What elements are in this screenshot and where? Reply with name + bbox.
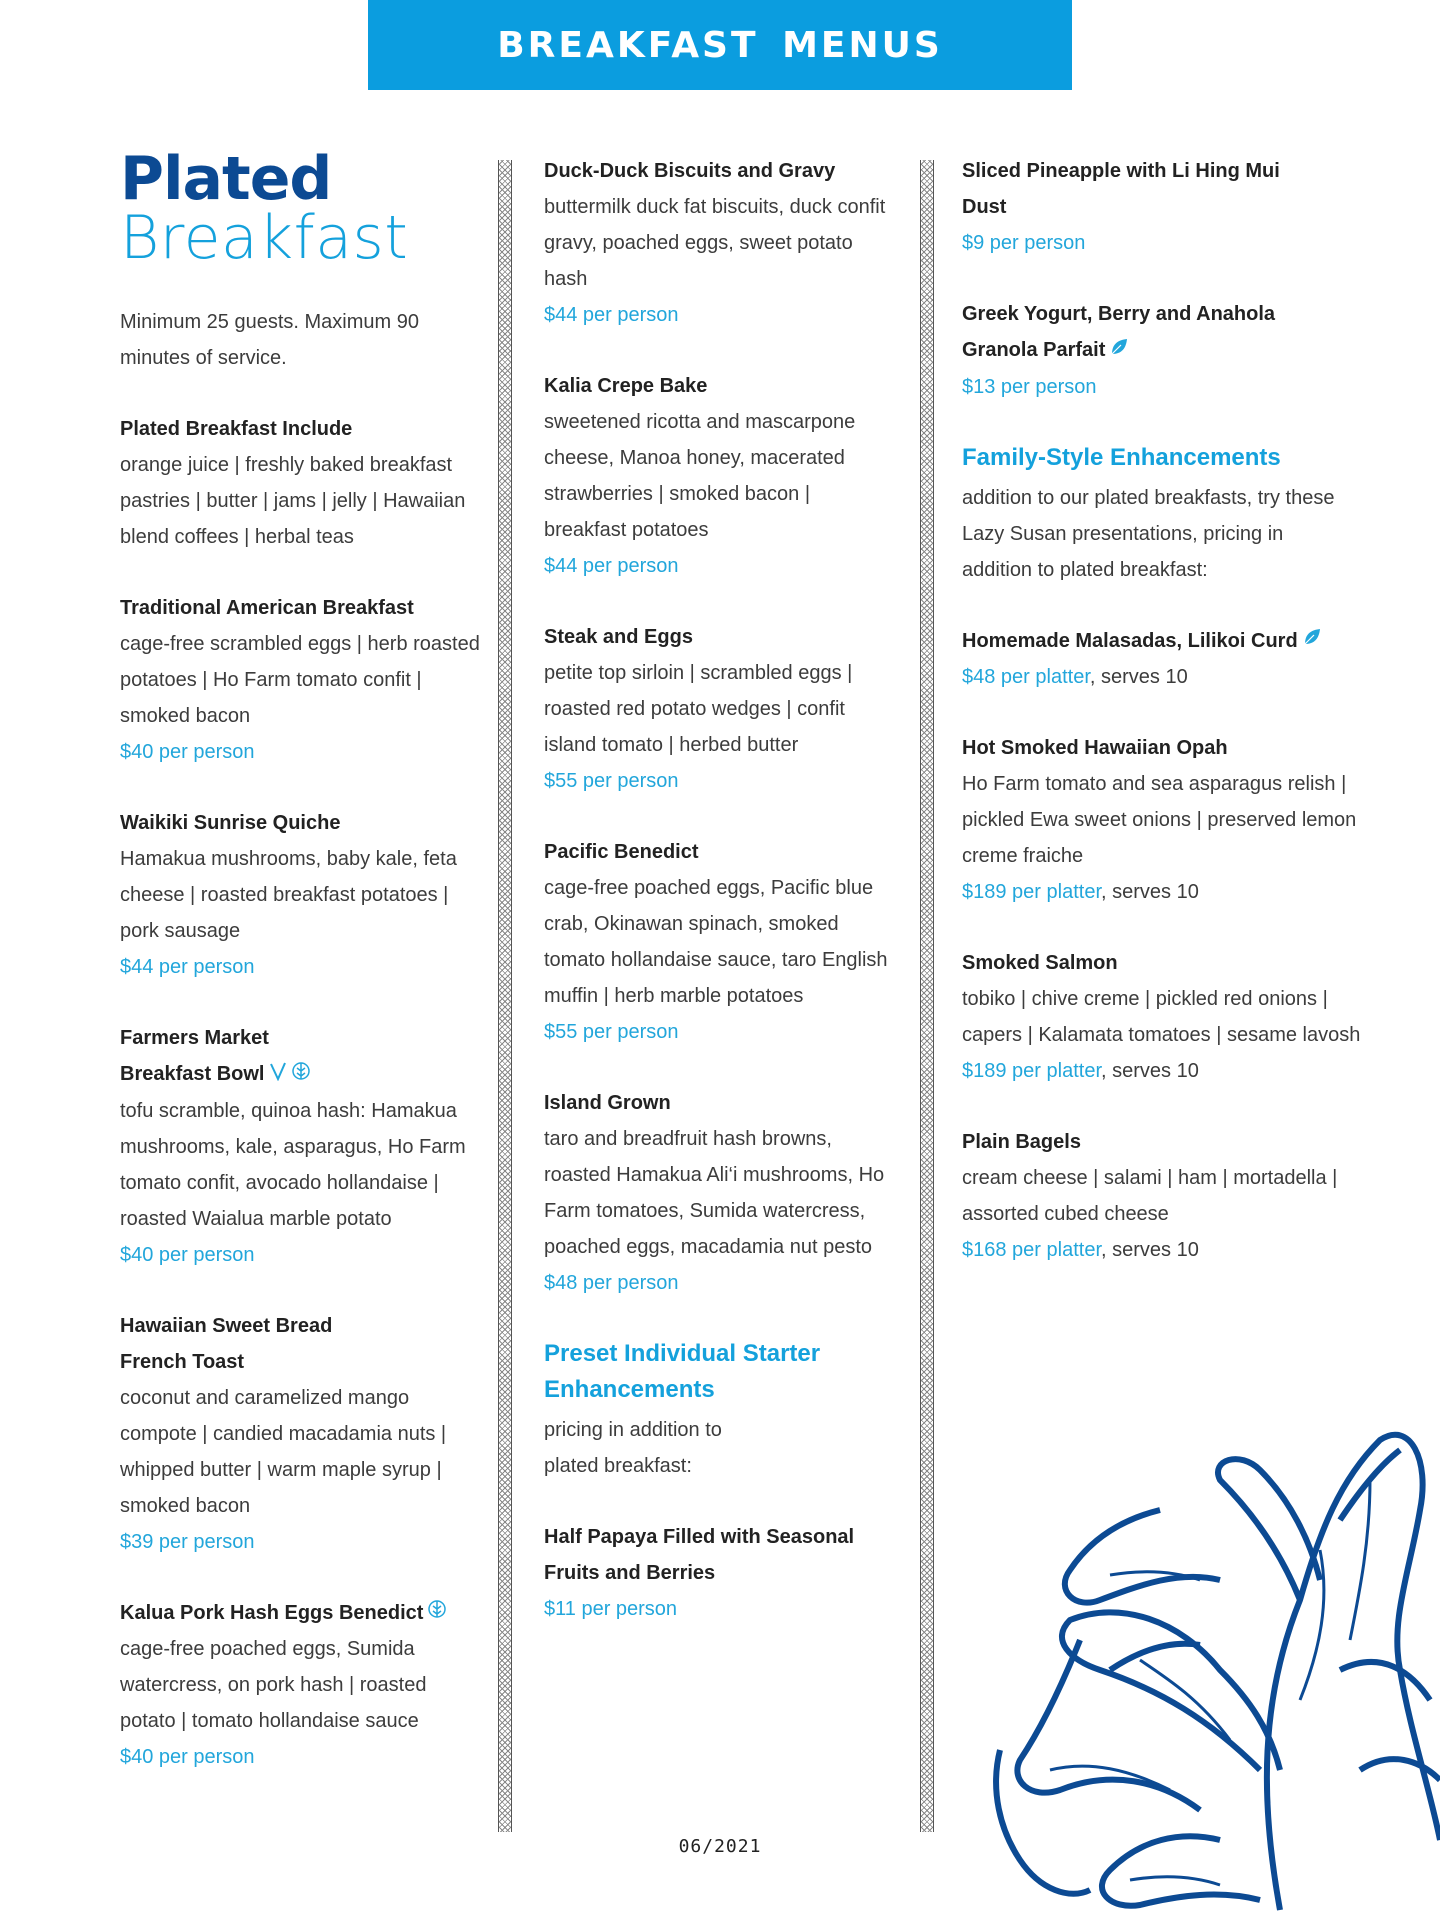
item-price: $55 per person — [544, 1021, 679, 1043]
menu-item — [120, 411, 480, 555]
item-name: Waikiki Sunrise Quiche — [120, 812, 341, 834]
item-desc: coconut and caramelized mango compote | candied macadamia nuts | whipped butter | warm maple syrup | smoked bacon — [120, 1386, 447, 1517]
item-desc: cage-free scrambled eggs | herb roasted potatoes | Ho Farm tomato confit | smoked bacon — [120, 633, 480, 727]
price-value: $189 per platter — [962, 881, 1101, 904]
item-name: Steak and Eggs — [544, 626, 693, 648]
menu-item — [544, 619, 894, 799]
menu-item — [120, 1020, 320, 1093]
intro-block — [120, 304, 480, 376]
menu-item — [962, 1124, 1362, 1268]
menu-item — [120, 1308, 480, 1560]
item-desc: taro and breadfruit hash browns, roasted Hamakua Ali‘i mushrooms, Ho Farm tomatoes, Sumida watercress, poached eggs, macadamia nut pesto — [544, 1128, 885, 1258]
item-price — [962, 1232, 1362, 1268]
item-price: $55 per person — [544, 770, 679, 792]
column-middle — [544, 153, 894, 1662]
item-desc: cage-free poached eggs, Sumida watercress, on pork hash | roasted potato | tomato hollandaise sauce — [120, 1638, 427, 1733]
item-name — [120, 1020, 350, 1093]
item-name: Sliced Pineapple with Li Hing Mui Dust — [962, 160, 1280, 218]
item-price: $40 per person — [120, 1243, 255, 1266]
vegan-v-icon — [269, 1057, 287, 1093]
item-desc: sweetened ricotta and mascarpone cheese, Manoa honey, macerated strawberries | smoked bacon | breakfast potatoes — [544, 411, 856, 541]
price-value: $48 per platter — [962, 666, 1090, 689]
column-right — [962, 153, 1362, 1303]
item-name: Hot Smoked Hawaiian Opah — [962, 737, 1228, 760]
item-desc: Hamakua mushrooms, baby kale, feta cheese | roasted breakfast potatoes | pork sausage — [120, 848, 457, 942]
family-section — [962, 440, 1362, 588]
item-name — [120, 1595, 480, 1632]
item-price: $40 per person — [120, 741, 255, 763]
item-name: Hawaiian Sweet Bread French Toast — [120, 1314, 333, 1373]
item-desc: Ho Farm tomato and sea asparagus relish | pickled Ewa sweet onions | preserved lemon creme fraiche — [962, 773, 1357, 868]
item-name-text: Homemade Malasadas, Lilikoi Curd — [962, 629, 1298, 652]
item-name: Pacific Benedict — [544, 841, 699, 863]
menu-item-details — [120, 1093, 480, 1273]
decorative-divider-right — [920, 160, 934, 1832]
item-price: $39 per person — [120, 1530, 255, 1553]
item-price — [962, 1053, 1362, 1089]
item-price: $48 per person — [544, 1272, 679, 1294]
menu-item — [962, 623, 1362, 696]
item-name: Island Grown — [544, 1092, 671, 1114]
item-name: Smoked Salmon — [962, 952, 1118, 975]
item-name: Duck-Duck Biscuits and Gravy — [544, 160, 836, 182]
column-left — [120, 144, 480, 1810]
item-name-text: Farmers Market Breakfast Bowl — [120, 1027, 269, 1085]
menu-item — [544, 153, 894, 333]
item-desc: buttermilk duck fat biscuits, duck confit gravy, poached eggs, sweet potato hash — [544, 196, 886, 290]
leaf-icon — [1302, 623, 1322, 659]
item-price: $40 per person — [120, 1746, 255, 1769]
menu-item — [120, 805, 480, 985]
item-name-text: Greek Yogurt, Berry and Anahola Granola Parfait — [962, 303, 1276, 361]
menu-item — [544, 1085, 894, 1301]
gluten-free-wheat-icon — [291, 1057, 311, 1093]
item-name: Plain Bagels — [962, 1131, 1081, 1154]
item-desc: cage-free poached eggs, Pacific blue crab, Okinawan spinach, smoked tomato hollandaise sauce, taro English muffin | herb marble potatoes — [544, 877, 888, 1007]
item-price: $44 per person — [120, 956, 255, 978]
item-price — [962, 874, 1362, 910]
item-name: Plated Breakfast Include — [120, 418, 353, 440]
section-heading: Preset Individual Starter Enhancements — [544, 1340, 821, 1403]
item-name: Traditional American Breakfast — [120, 597, 414, 619]
item-name: Half Papaya Filled with Seasonal Fruits and Berries — [544, 1526, 855, 1584]
gluten-free-wheat-icon — [427, 1595, 447, 1631]
starter-section — [544, 1336, 894, 1484]
menu-item — [962, 730, 1362, 910]
item-price: $9 per person — [962, 232, 1086, 254]
serves-text: , serves 10 — [1101, 1060, 1199, 1083]
item-name — [962, 296, 1322, 369]
item-desc: cream cheese | salami | ham | mortadella | assorted cubed cheese — [962, 1167, 1338, 1226]
serves-text: , serves 10 — [1089, 666, 1188, 689]
leaf-icon — [1109, 333, 1129, 369]
menu-item — [544, 368, 894, 584]
item-price — [962, 659, 1362, 695]
menu-item — [962, 153, 1362, 261]
item-price: $44 per person — [544, 304, 679, 326]
item-price: $44 per person — [544, 555, 679, 577]
item-desc: petite top sirloin | scrambled eggs | roasted red potato wedges | confit island tomato | herbed butter — [544, 662, 853, 756]
item-price: $13 per person — [962, 375, 1097, 398]
item-name — [962, 623, 1362, 660]
section-desc: pricing in addition to plated breakfast: — [544, 1419, 722, 1477]
footer-date: 06/2021 — [678, 1836, 762, 1857]
page-title-breakfast: Breakfast — [120, 203, 409, 273]
page-title-plated: Plated — [120, 144, 332, 214]
menu-item — [544, 1519, 894, 1627]
section-desc: addition to our plated breakfasts, try these Lazy Susan presentations, pricing in addition to plated breakfast: — [962, 486, 1335, 581]
item-desc: tofu scramble, quinoa hash: Hamakua mushrooms, kale, asparagus, Ho Farm tomato confit, avocado hollandaise | roasted Waialua marble potato — [120, 1099, 466, 1230]
item-name: Kalia Crepe Bake — [544, 375, 708, 397]
menu-banner: BREAKFAST MENUS — [368, 0, 1072, 90]
item-desc: orange juice | freshly baked breakfast pastries | butter | jams | jelly | Hawaiian blend coffees | herbal teas — [120, 454, 466, 548]
menu-item — [962, 945, 1362, 1089]
serves-text: , serves 10 — [1101, 881, 1199, 904]
section-heading: Family-Style Enhancements — [962, 443, 1281, 471]
intro-text: Minimum 25 guests. Maximum 90 minutes of service. — [120, 311, 419, 369]
price-value: $168 per platter — [962, 1239, 1101, 1262]
item-desc: tobiko | chive creme | pickled red onions | capers | Kalamata tomatoes | sesame lavosh — [962, 988, 1361, 1047]
menu-item — [120, 1595, 480, 1776]
serves-text: , serves 10 — [1101, 1239, 1199, 1262]
menu-item — [962, 296, 1362, 405]
decorative-divider-left — [498, 160, 512, 1832]
menu-item — [120, 590, 480, 770]
menu-item — [544, 834, 894, 1050]
decorative-leaf-illustration — [960, 1370, 1440, 1920]
price-value: $189 per platter — [962, 1060, 1101, 1083]
item-price: $11 per person — [544, 1598, 678, 1620]
item-name-text: Kalua Pork Hash Eggs Benedict — [120, 1601, 424, 1624]
